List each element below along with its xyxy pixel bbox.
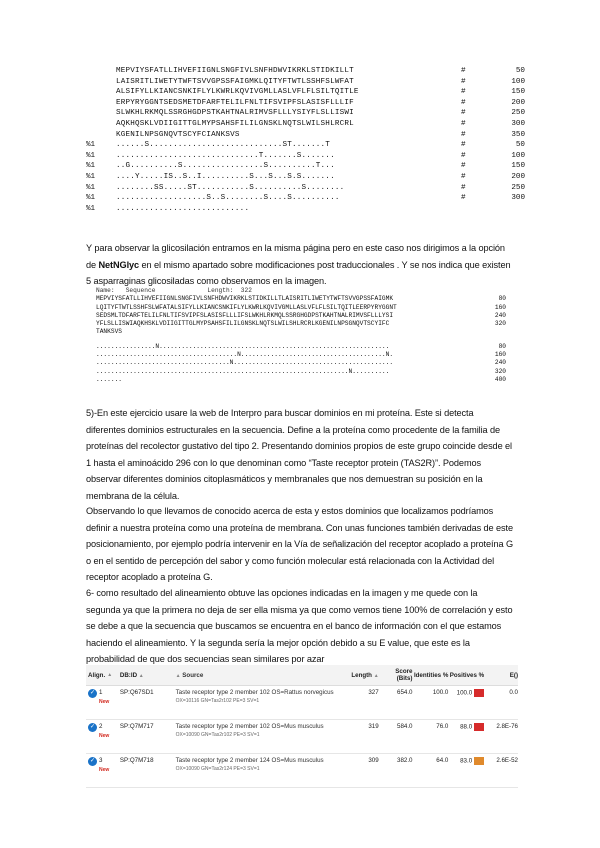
alignment-position: 300 [511,194,525,203]
alignment-prefix: %1 [86,194,96,203]
alignment-sequence: MEPVIYSFATLLIHVEFIIGNLSNGFIVLSNFHDWVIKRKLSTIDKILLT [116,67,354,75]
alignment-row [86,140,556,151]
align-cell [86,723,120,739]
netnglyc-row [96,343,506,351]
table-row[interactable] [86,720,518,754]
alignment-sequence: ........SS.....ST...........S..........S........ [116,183,345,192]
positives-cell [448,757,484,765]
blast-results-table [86,665,518,788]
section5-paragraph-1: 5)-En este ejercicio usare la web de Interpro para buscar dominios en mi proteína. Este si detecta diferentes dominios estructurales en la secuencia. Define a la proteína como procedente de la familia de proteínas del recolector gustativo del tipo 2. Presentando dominios propios de este grupo coincide desde el 1 hasta el aminoácido 296 con lo que denominan como “Taste receptor protein (TAS2R)”. Podemos observar diferentes dominios citoplasmáticos y membranales que nos demuestran su posición en la membrana de la célula. [86,408,512,501]
netnglyc-row [96,368,506,376]
alignment-prefix: %1 [86,204,96,213]
netnglyc-row [96,320,506,328]
length-cell: 309 [368,757,379,764]
table-header [86,665,518,686]
section6-paragraph: 6- como resultado del alineamiento obtuve las opciones indicadas en la imagen y me quede con la segunda ya que la primera no deja de ser ella misma ya que como vemos tiene 100% de correlación y esto se debe a que la secuencia que buscamos se encuentra en el banco de información con el que estamos haciendo el alineamiento. Y la segunda sería la mejor opción debido a su E value, que este es la probabilidad de que dos secuencias sean similares por azar [86,588,513,665]
alignment-position: 300 [511,119,525,128]
source-details: OX=10090 GN=Tas2r124 PE=3 SV=1 [175,766,260,772]
alignment-row [86,151,556,162]
netnglyc-sequence: ....................................................................N.......... [96,367,390,375]
alignment-position: 250 [511,109,525,118]
alignment-sequence: ALSIFYLLKIANCSNKIFLYLKWRLKQVIVGMLLASLVFLFLSILTQITLE [116,88,359,97]
alignment-hash: # [461,88,466,97]
netnglyc-row [96,328,506,336]
checkbox-icon[interactable]: ✓ [89,724,96,730]
alignment-sequence: SLWKHLRKMQLSSRGHGDPSTKAHTNALRIMVSFLLLYSIYFLSLLISWI [116,109,354,118]
source-cell [176,723,345,738]
netnglyc-position: 400 [494,375,506,383]
netnglyc-position: 320 [494,320,506,328]
netnglyc-text-1: Y para observar la glicosilación entramos en la misma página pero en este caso nos dirigimos a la opción de [86,243,505,270]
align-cell [86,689,120,705]
alignment-row [86,119,556,130]
netnglyc-position: 160 [494,351,506,359]
netnglyc-sequence: LQITYFTWTLSSHFSLWFATALSIFYLLKIANCSNKIFLYLKWRLKQVIVGMLLASLVFLFLSILTQITLEERPYRYGGNT [96,303,397,311]
score-cell: 584.0 [397,723,413,730]
alignment-sequence: ...................S..S........S....S.......... [116,194,340,203]
header-positives[interactable]: Positives % [449,671,485,679]
score-cell: 382.0 [397,757,413,764]
alignment-prefix [86,98,116,109]
alignment-hash: # [461,98,466,107]
netnglyc-sequence: YFLSLLISWIAQKHSKLVDIIGITTGLMYPSAHSFILILGNSKLNQTSLWILSHLRCRLKGENILNPSGNQVTSCYIFC [96,320,390,328]
alignment-position: 200 [511,98,525,107]
alignment-hash: # [461,162,466,171]
netnglyc-row [96,376,506,384]
header-align[interactable]: Align. ▲ [88,671,113,679]
alignment-row [86,204,556,215]
alignment-row [86,98,556,109]
alignment-sequence: ............................ [116,204,250,213]
netnglyc-row [96,312,506,320]
table-row[interactable] [86,754,518,788]
alignment-sequence: ..............................T.......S....... [116,151,335,160]
row-number-wrap [99,757,109,773]
length-cell: 327 [368,689,379,696]
alignment-position: 50 [515,141,525,150]
alignment-block [86,66,556,214]
length-cell: 319 [368,723,379,730]
netnglyc-row [96,304,506,312]
row-number: 1 [99,689,103,696]
alignment-prefix [86,130,116,141]
source-cell [176,757,345,772]
source-details: OX=10090 GN=Tas2r102 PE=3 SV=1 [175,732,260,738]
netnglyc-bold: NetNGlyc [98,259,140,270]
alignment-sequence: ......S............................ST.......T [116,141,331,150]
positives-cell [448,689,484,697]
source-cell [176,689,345,704]
db-id-link[interactable]: SP:Q7M717 [119,723,154,730]
alignment-row [86,193,556,204]
netnglyc-sequence: MEPVIYSFATLLIHVEFIIGNLSNGFIVLSNFHDWVIKRKLSTIDKILLTLAISRITLIWETYTWFTSVVGPSSFAIGMK [96,295,394,303]
netnglyc-position: 80 [498,295,506,303]
alignment-hash: # [461,77,466,86]
alignment-prefix [86,119,116,130]
alignment-row [86,66,556,77]
alignment-position [491,204,525,215]
netnglyc-output [96,287,506,384]
source-name: Taste receptor type 2 member 102 OS=Mus musculus [175,723,324,730]
alignment-row [86,87,556,98]
netnglyc-paragraph [86,240,514,290]
netnglyc-position [466,328,506,336]
source-details: OX=10116 GN=Tas2r102 PE=3 SV=1 [175,698,260,704]
identities-cell: 64.0 [436,757,449,764]
alignment-hash: # [461,183,466,192]
alignment-sequence: ERPYRYGGNTSEDSMETDFARFTELILFNLTIFSVIPFSLASISFLLLIF [116,98,354,107]
alignment-position: 100 [511,151,525,160]
netnglyc-sequence: TANKSVS [96,328,122,336]
netnglyc-row [96,295,506,303]
positives-value: 88.0 [460,723,473,731]
identities-cell: 76.0 [436,723,449,730]
header-score[interactable]: Score (Bits) [395,668,413,682]
align-cell [86,757,120,773]
source-name: Taste receptor type 2 member 102 OS=Rattus norvegicus [175,689,334,696]
alignment-hash: # [461,194,466,203]
db-id-link[interactable]: SP:Q7M718 [119,757,154,764]
alignment-hash: # [461,119,466,128]
positives-value: 100.0 [456,689,473,697]
netnglyc-position: 320 [494,367,506,375]
alignment-position: 350 [511,130,525,139]
evalue-cell: 2.6E-52 [496,757,518,764]
alignment-sequence: ....Y.....IS..S..I..........S...S...S.S....... [116,172,335,181]
alignment-hash: # [461,67,466,75]
alignment-prefix [86,87,116,98]
row-number-wrap [99,723,109,739]
alignment-prefix [86,77,116,88]
header-db[interactable]: DB:ID ▲ [119,671,144,679]
table-row[interactable] [86,686,518,720]
alignment-prefix: %1 [86,162,96,171]
netnglyc-row [96,351,506,359]
netnglyc-position: 240 [494,311,506,319]
alignment-row [86,130,556,141]
alignment-row [86,161,556,172]
db-id-link[interactable]: SP:Q67SD1 [119,689,154,696]
score-bar [474,723,484,731]
netnglyc-sequence: ....................................N........................................... [96,359,394,367]
checkbox-icon[interactable]: ✓ [89,690,96,696]
netnglyc-sequence: ......................................N.......................................N. [96,351,394,359]
netnglyc-row [96,359,506,367]
alignment-sequence: AQKHQSKLVDIIGITTGLMYPSAHSFILILGNSKLNQTSLWILSHLRCRL [116,119,354,128]
score-bar [474,689,484,697]
row-number: 2 [99,723,103,730]
new-badge: New [99,767,110,773]
alignment-sequence: KGENILNPSGNQVTSCYFCIANKSVS [116,130,240,139]
netnglyc-sequence: ....... [96,375,122,383]
alignment-prefix [86,108,116,119]
alignment-hash: # [461,151,466,160]
evalue-cell: 0.0 [509,689,518,696]
checkbox-icon[interactable]: ✓ [89,758,96,764]
alignment-sequence: LAISRITLIWETYTWFTSVVGPSSFAIGMKLQITYFTWTLSSHFSLWFAT [116,77,354,86]
alignment-hash [461,204,491,215]
netnglyc-header: Name: Sequence Length: 322 [96,287,252,294]
alignment-position: 250 [511,183,525,192]
alignment-prefix [86,66,116,77]
alignment-position: 200 [511,172,525,181]
alignment-position: 150 [511,162,525,171]
alignment-prefix: %1 [86,151,96,160]
alignment-hash: # [461,172,466,181]
identities-cell: 100.0 [432,689,449,696]
netnglyc-position: 80 [498,342,506,350]
alignment-row [86,108,556,119]
section5-paragraph-2: Observando lo que llevamos de conocido acerca de esta y estos dominios que localizamos podríamos definir a nuestra proteína como una proteína de membrana. Con unas funciones también derivadas de este posicionamiento, por ejemplo podría intervenir en la Vía de señalización del receptor acoplado a proteína G o en el sentido de percepción del sabor y como función molecular está relacionada con la Actividad del receptor acoplado a proteína G. [86,506,513,583]
alignment-row [86,183,556,194]
alignment-prefix: %1 [86,183,96,192]
score-bar [474,757,484,765]
header-identities[interactable]: Identities % [413,671,449,679]
netnglyc-sequence: ................N.............................................................. [96,342,390,350]
evalue-cell: 2.8E-76 [496,723,518,730]
alignment-hash: # [461,109,466,118]
alignment-row [86,172,556,183]
netnglyc-position: 240 [494,359,506,367]
header-length[interactable]: Length ▲ [351,671,379,679]
netnglyc-text-2: en el mismo apartado sobre modificaciones post traduccionales . Y se nos indica que existen 5 asparraginas glicosiladas como observamos en la imagen. [86,259,511,287]
row-number: 3 [99,757,103,764]
alignment-position: 100 [511,77,525,86]
alignment-hash: # [461,141,466,150]
netnglyc-sequence: SEDSMLTDFARFTELILFNLTIFSVIPFSLASISFLLLIFSLWKHLRKMQLSSRGHGDPSTKAHTNALRIMVSFLLLYSI [96,311,394,319]
alignment-position: 50 [515,67,525,75]
alignment-hash: # [461,130,466,139]
source-name: Taste receptor type 2 member 124 OS=Mus musculus [175,757,324,764]
new-badge: New [99,733,110,739]
header-evalue[interactable]: E() [509,671,518,679]
positives-cell [448,723,484,731]
new-badge: New [99,699,110,705]
header-source[interactable]: ▲ Source [175,671,204,679]
netnglyc-position: 160 [494,303,506,311]
score-cell: 654.0 [397,689,413,696]
alignment-prefix: %1 [86,172,96,181]
positives-value: 83.0 [460,757,473,765]
alignment-row [86,77,556,88]
alignment-prefix: %1 [86,141,96,150]
alignment-sequence: ..G..........S.................S..........T... [116,162,335,171]
alignment-position: 150 [511,88,525,97]
row-number-wrap [99,689,109,705]
